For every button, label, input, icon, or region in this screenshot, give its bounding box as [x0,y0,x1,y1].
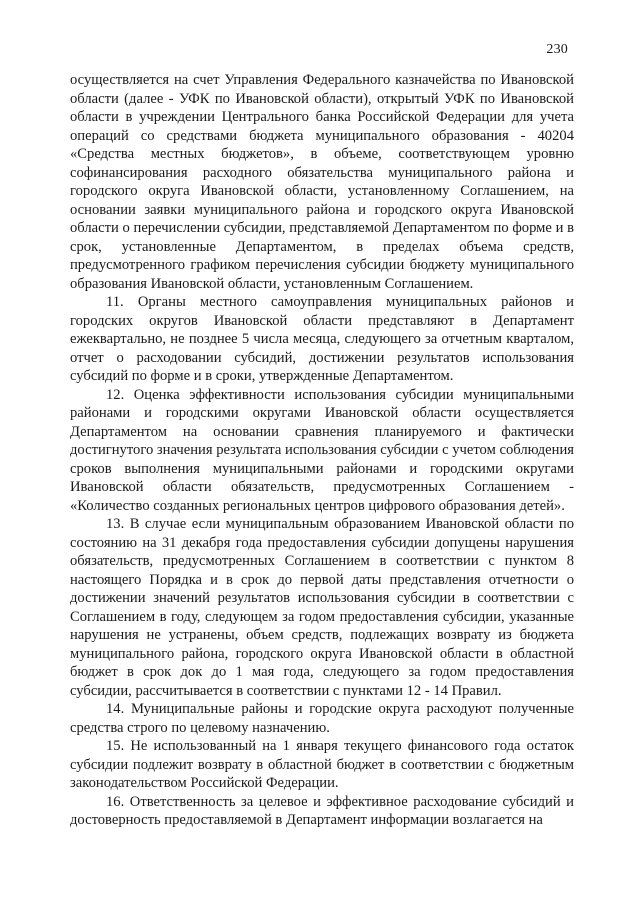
page-number: 230 [546,42,568,57]
paragraph-item-12: 12. Оценка эффективности использования субсидии муниципальными районами и городскими округами Ивановской области осуществляется Департаментом на основании сравнения планируемого и фактически достигнутого значения результата использования субсидии с учетом соблюдения сроков выполнения муниципальными районами и городскими округами Ивановской области обязательств, предусмотренных Соглашением - «Количество созданных региональных центров цифрового образования детей». [70,386,574,514]
paragraph-continuation: осуществляется на счет Управления Федерального казначейства по Ивановской области (далее - УФК по Ивановской области), открытый УФК по Ивановской области в учреждении Центрального банка Российской Федерации для учета операций со средствами бюджета муниципального образования - 40204 «Средства местных бюджетов», в объеме, соответствующем уровню софинансирования расходного обязательства муниципального района и городского округа Ивановской области, установленному Соглашением, на основании заявки муниципального района и городского округа Ивановской области о перечислении субсидии, представляемой Департаментом по форме и в срок, установленные Департаментом, в пределах объема средств, предусмотренного графиком перечисления субсидии бюджету муниципального образования Ивановской области, установленным Соглашением. [70,72,574,292]
paragraph-item-16: 16. Ответственность за целевое и эффективное расходование субсидий и достоверность предоставляемой в Департамент информации возлагается на [70,793,574,828]
paragraph-item-13: 13. В случае если муниципальным образованием Ивановской области по состоянию на 31 декабря года предоставления субсидии допущены нарушения обязательств, предусмотренных Соглашением в соответствии с пунктом 8 настоящего Порядка и в срок до первой даты представления отчетности о достижении значений результатов использования субсидии в соответствии с Соглашением в году, следующем за годом предоставления субсидии, указанные нарушения не устранены, объем средств, подлежащих возврату из бюджета муниципального района, городского округа Ивановской области в областной бюджет в срок док до 1 мая года, следующего за годом предоставления субсидии, рассчитывается в соответствии с пунктами 12 - 14 Правил. [70,516,574,699]
paragraph-item-11: 11. Органы местного самоуправления муниципальных районов и городских округов Ивановской области представляют в Департамент ежеквартально, не позднее 5 числа месяца, следующего за отчетным кварталом, отчет о расходовании субсидий, достижении результатов использования субсидий по форме и в сроки, утвержденные Департаментом. [70,294,574,384]
document-body [70,71,574,830]
paragraph-item-15: 15. Не использованный на 1 января текущего финансового года остаток субсидии подлежит возврату в областной бюджет в соответствии с бюджетным законодательством Российской Федерации. [70,738,574,791]
paragraph-item-14: 14. Муниципальные районы и городские округа расходуют полученные средства строго по целевому назначению. [70,701,574,736]
